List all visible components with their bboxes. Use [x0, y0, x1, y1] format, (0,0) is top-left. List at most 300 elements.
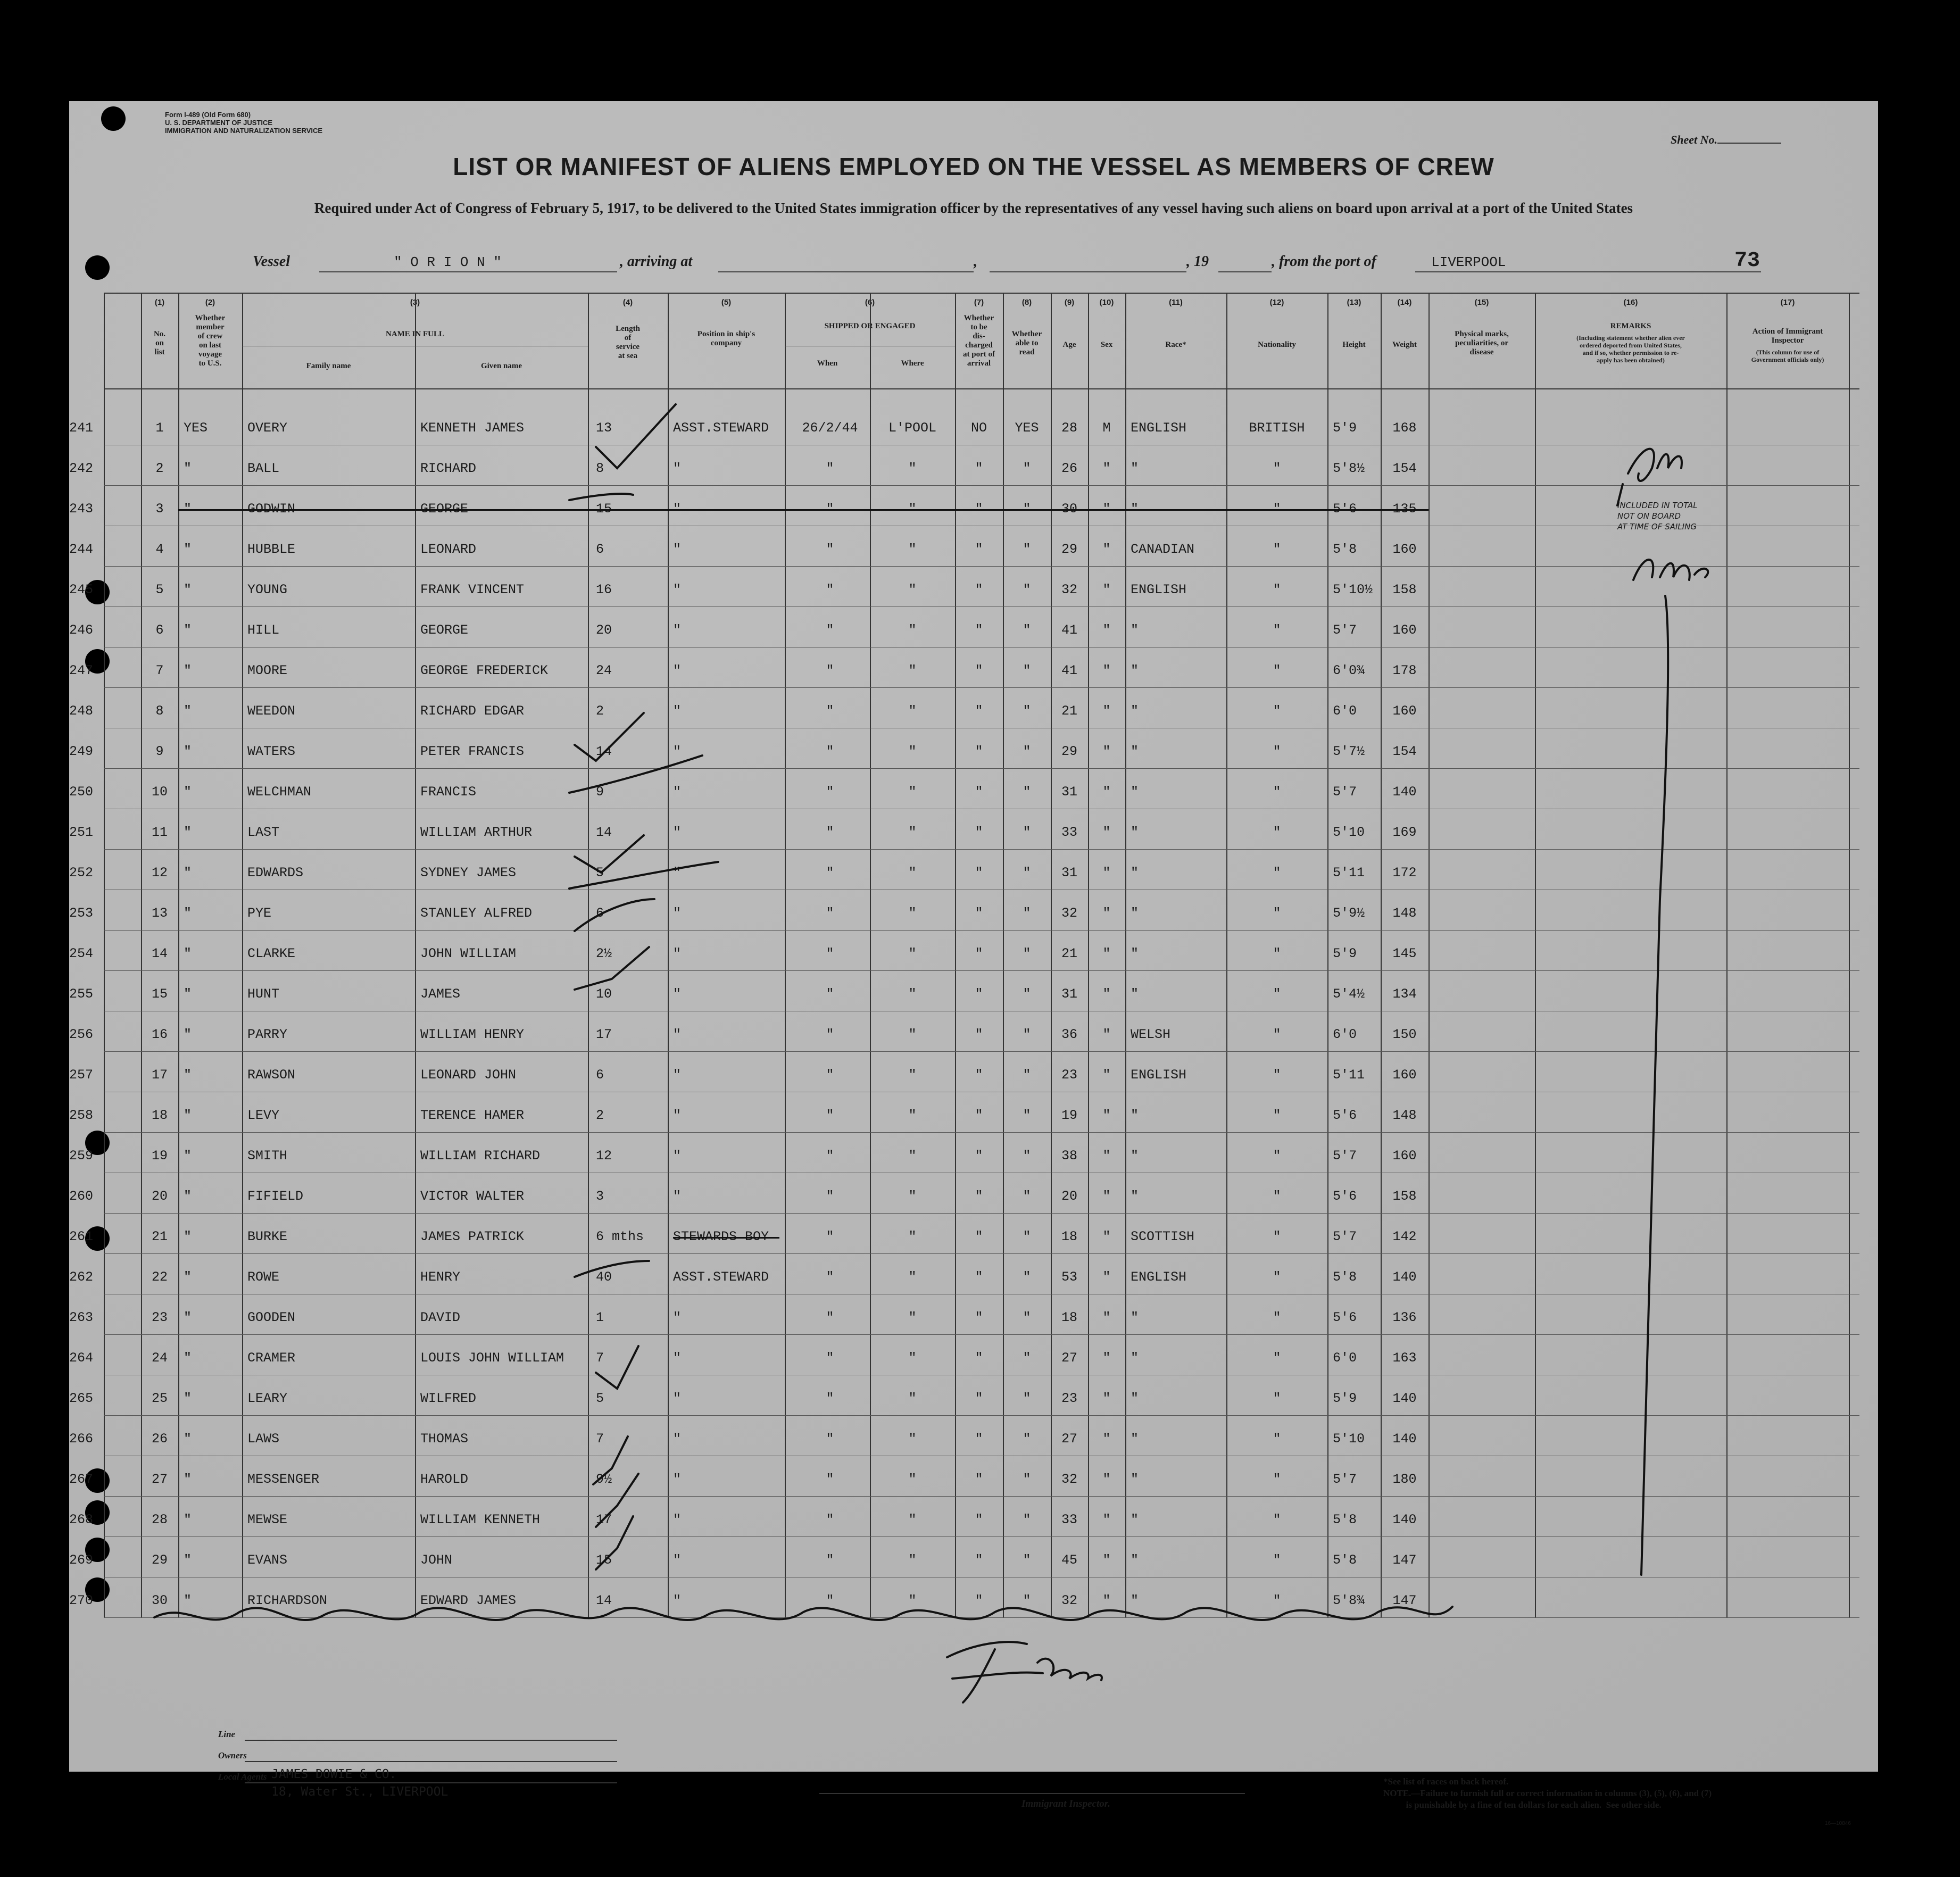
cell-discharged: "	[975, 1391, 983, 1406]
cell-family: MEWSE	[247, 1512, 288, 1527]
cell-line: 253	[69, 906, 94, 921]
cell-discharged: NO	[970, 420, 987, 436]
cell-given: SYDNEY JAMES	[420, 865, 517, 881]
form-identifier: Form I-489 (Old Form 680) U. S. DEPARTMENT OF JUSTICE IMMIGRATION AND NATURALIZATION SERVICE	[165, 111, 323, 135]
cell-position: ASST.STEWARD	[673, 1269, 769, 1285]
cell-weight: 140	[1392, 1269, 1417, 1285]
cell-no: 1	[155, 420, 164, 436]
cell-age: 32	[1061, 582, 1077, 597]
cell-line: 244	[69, 542, 94, 557]
cell-no: 28	[151, 1512, 168, 1527]
cell-position: "	[673, 703, 682, 719]
cell-height: 5'6	[1333, 1310, 1357, 1325]
cell-given: TERENCE HAMER	[420, 1108, 525, 1123]
cell-sex: "	[1102, 501, 1111, 517]
cell-age: 32	[1061, 906, 1077, 921]
cell-position: "	[673, 1593, 682, 1608]
cell-position: "	[673, 986, 682, 1002]
cell-weight: 172	[1392, 865, 1417, 881]
cell-position: ASST.STEWARD	[673, 420, 769, 436]
cell-where: "	[908, 1552, 917, 1568]
cell-discharged: "	[975, 461, 983, 476]
cell-crew: "	[184, 986, 192, 1002]
cell-discharged: "	[975, 1552, 983, 1568]
line-label: Line	[218, 1729, 236, 1739]
cell-sex: "	[1102, 744, 1111, 759]
cell-read: "	[1023, 1310, 1031, 1325]
cell-read: "	[1023, 1067, 1031, 1083]
remarks-note: INCLUDED IN TOTAL NOT ON BOARD AT TIME OF SAILING	[1617, 501, 1698, 531]
col-num-11: (11)	[1169, 298, 1183, 307]
cell-given: HENRY	[420, 1269, 461, 1285]
cell-discharged: "	[975, 784, 983, 800]
cell-weight: 178	[1392, 663, 1417, 678]
cell-service: 7	[596, 1431, 604, 1447]
cell-family: LEARY	[247, 1391, 288, 1406]
cell-nationality: "	[1273, 663, 1281, 678]
cell-height: 5'8½	[1333, 461, 1365, 476]
cell-weight: 150	[1392, 1027, 1417, 1042]
cell-nationality: "	[1273, 1593, 1281, 1608]
cell-when: 26/2/44	[802, 420, 858, 436]
cell-where: "	[908, 703, 917, 719]
cell-when: "	[826, 501, 834, 517]
cell-given: WILLIAM RICHARD	[420, 1148, 541, 1164]
cell-family: PYE	[247, 906, 272, 921]
cell-no: 24	[151, 1350, 168, 1366]
cell-height: 5'9	[1333, 946, 1357, 961]
cell-height: 5'9	[1333, 1391, 1357, 1406]
cell-where: L'POOL	[888, 420, 936, 436]
cell-age: 33	[1061, 1512, 1077, 1527]
cell-service: 17	[596, 1027, 612, 1042]
cell-given: GEORGE	[420, 501, 469, 517]
cell-race: "	[1131, 986, 1139, 1002]
cell-weight: 169	[1392, 825, 1417, 840]
cell-crew: "	[184, 663, 192, 678]
cell-discharged: "	[975, 1108, 983, 1123]
cell-crew: "	[184, 461, 192, 476]
cell-crew: "	[184, 1027, 192, 1042]
cell-family: GOODEN	[247, 1310, 296, 1325]
cell-position: "	[673, 1067, 682, 1083]
cell-where: "	[908, 1350, 917, 1366]
cell-given: DAVID	[420, 1310, 461, 1325]
cell-position: "	[673, 1148, 682, 1164]
cell-race: "	[1131, 906, 1139, 921]
cell-when: "	[826, 1391, 834, 1406]
cell-crew: "	[184, 1310, 192, 1325]
cell-no: 27	[151, 1472, 168, 1487]
cell-crew: "	[184, 1472, 192, 1487]
cell-given: WILLIAM KENNETH	[420, 1512, 541, 1527]
cell-family: HUNT	[247, 986, 280, 1002]
cell-height: 5'9½	[1333, 906, 1365, 921]
col-num-10: (10)	[1099, 298, 1114, 307]
cell-no: 21	[151, 1229, 168, 1244]
col-head-no: No. on list	[153, 330, 166, 356]
cell-read: "	[1023, 1189, 1031, 1204]
cell-no: 16	[151, 1027, 168, 1042]
cell-weight: 135	[1392, 501, 1417, 517]
cell-family: HUBBLE	[247, 542, 296, 557]
cell-service: 7	[596, 1350, 604, 1366]
cell-family: GODWIN	[247, 501, 296, 517]
cell-service: 9½	[596, 1472, 612, 1487]
cell-crew: YES	[184, 420, 208, 436]
cell-crew: "	[184, 1148, 192, 1164]
cell-height: 5'6	[1333, 1189, 1357, 1204]
col-head-age: Age	[1062, 340, 1076, 349]
cell-line: 264	[69, 1350, 94, 1366]
cell-discharged: "	[975, 542, 983, 557]
cell-crew: "	[184, 1431, 192, 1447]
cell-when: "	[826, 744, 834, 759]
cell-line: 270	[69, 1593, 94, 1608]
cell-when: "	[826, 1512, 834, 1527]
cell-position: "	[673, 1189, 682, 1204]
cell-race: ENGLISH	[1131, 582, 1187, 597]
line-underline	[245, 1740, 617, 1741]
cell-nationality: "	[1273, 1391, 1281, 1406]
cell-no: 12	[151, 865, 168, 881]
cell-line: 246	[69, 622, 94, 638]
cell-when: "	[826, 663, 834, 678]
cell-when: "	[826, 946, 834, 961]
cell-crew: "	[184, 1391, 192, 1406]
cell-crew: "	[184, 784, 192, 800]
agents-underline	[245, 1782, 617, 1783]
col-head-read: Whether able to read	[1011, 330, 1042, 356]
document-subtitle: Required under Act of Congress of February 5, 1917, to be delivered to the United States immigration officer by the representatives of any vessel having such aliens on board upon arrival at a port of the United States	[314, 200, 1633, 216]
cell-line: 254	[69, 946, 94, 961]
cell-race: "	[1131, 744, 1139, 759]
cell-family: BURKE	[247, 1229, 288, 1244]
col-num-15: (15)	[1474, 298, 1489, 307]
cell-line: 248	[69, 703, 94, 719]
cell-when: "	[826, 825, 834, 840]
cell-discharged: "	[975, 946, 983, 961]
cell-weight: 160	[1392, 622, 1417, 638]
cell-given: WILFRED	[420, 1391, 477, 1406]
cell-crew: "	[184, 1229, 192, 1244]
cell-age: 36	[1061, 1027, 1077, 1042]
cell-discharged: "	[975, 906, 983, 921]
cell-line: 249	[69, 744, 94, 759]
col-head-service: Length of service at sea	[616, 325, 640, 360]
cell-age: 29	[1061, 542, 1077, 557]
cell-service: 15	[596, 1552, 612, 1568]
cell-where: "	[908, 622, 917, 638]
cell-read: "	[1023, 946, 1031, 961]
cell-given: EDWARD JAMES	[420, 1593, 517, 1608]
cell-line: 250	[69, 784, 94, 800]
col-head-shipped: SHIPPED OR ENGAGED	[824, 322, 916, 330]
cell-service: 6 mths	[596, 1229, 644, 1244]
cell-read: "	[1023, 1391, 1031, 1406]
cell-family: WEEDON	[247, 703, 296, 719]
document-title: LIST OR MANIFEST OF ALIENS EMPLOYED ON THE VESSEL AS MEMBERS OF CREW	[453, 153, 1494, 180]
cell-read: "	[1023, 784, 1031, 800]
cell-sex: "	[1102, 1108, 1111, 1123]
cell-age: 19	[1061, 1108, 1077, 1123]
cell-sex: "	[1102, 1391, 1111, 1406]
cell-race: ENGLISH	[1131, 1067, 1187, 1083]
cell-height: 5'7	[1333, 622, 1357, 638]
manifest-sheet	[69, 101, 1878, 1826]
cell-service: 14	[596, 1593, 612, 1608]
cell-no: 5	[155, 582, 164, 597]
cell-no: 23	[151, 1310, 168, 1325]
cell-height: 5'4½	[1333, 986, 1365, 1002]
cell-race: CANADIAN	[1131, 542, 1195, 557]
cell-sex: "	[1102, 582, 1111, 597]
cell-weight: 154	[1392, 461, 1417, 476]
cell-discharged: "	[975, 663, 983, 678]
cell-where: "	[908, 1391, 917, 1406]
cell-given: HAROLD	[420, 1472, 469, 1487]
cell-age: 31	[1061, 986, 1077, 1002]
cell-weight: 160	[1392, 703, 1417, 719]
cell-nationality: "	[1273, 1108, 1281, 1123]
cell-discharged: "	[975, 1472, 983, 1487]
cell-nationality: "	[1273, 1431, 1281, 1447]
cell-given: PETER FRANCIS	[420, 744, 525, 759]
cell-nationality: "	[1273, 1310, 1281, 1325]
cell-when: "	[826, 1148, 834, 1164]
cell-age: 32	[1061, 1472, 1077, 1487]
local-agents-label: Local Agents	[218, 1772, 267, 1782]
cell-nationality: "	[1273, 906, 1281, 921]
cell-given: VICTOR WALTER	[420, 1189, 525, 1204]
col-num-8: (8)	[1021, 298, 1032, 307]
cell-no: 25	[151, 1391, 168, 1406]
cell-sex: "	[1102, 663, 1111, 678]
cell-read: "	[1023, 461, 1031, 476]
cell-race: "	[1131, 461, 1139, 476]
port-name: LIVERPOOL	[1431, 254, 1506, 270]
cell-line: 241	[69, 420, 94, 436]
col-num-2: (2)	[205, 298, 215, 307]
cell-weight: 140	[1392, 1391, 1417, 1406]
cell-crew: "	[184, 1512, 192, 1527]
cell-read: "	[1023, 1431, 1031, 1447]
cell-family: OVERY	[247, 420, 288, 436]
cell-race: SCOTTISH	[1131, 1229, 1195, 1244]
cell-height: 6'0	[1333, 1027, 1357, 1042]
cell-sex: "	[1102, 1593, 1111, 1608]
cell-race: "	[1131, 1108, 1139, 1123]
col-head-name: NAME IN FULL	[385, 330, 444, 338]
cell-nationality: "	[1273, 1189, 1281, 1204]
cell-given: GEORGE FREDERICK	[420, 663, 549, 678]
cell-age: 18	[1061, 1229, 1077, 1244]
cell-line: 268	[69, 1512, 94, 1527]
cell-family: ROWE	[247, 1269, 280, 1285]
cell-sex: "	[1102, 1148, 1111, 1164]
cell-when: "	[826, 986, 834, 1002]
cell-age: 53	[1061, 1269, 1077, 1285]
cell-height: 5'8	[1333, 1269, 1357, 1285]
cell-crew: "	[184, 582, 192, 597]
cell-no: 20	[151, 1189, 168, 1204]
cell-read: "	[1023, 703, 1031, 719]
cell-no: 6	[155, 622, 164, 638]
cell-read: "	[1023, 744, 1031, 759]
cell-service: 40	[596, 1269, 612, 1285]
cell-when: "	[826, 1189, 834, 1204]
cell-family: FIFIELD	[247, 1189, 304, 1204]
cell-family: WATERS	[247, 744, 296, 759]
cell-given: THOMAS	[420, 1431, 469, 1447]
col-head-weight: Weight	[1392, 340, 1417, 349]
cell-age: 32	[1061, 1593, 1077, 1608]
cell-where: "	[908, 542, 917, 557]
col-num-13: (13)	[1347, 298, 1361, 307]
cell-nationality: "	[1273, 622, 1281, 638]
cell-no: 13	[151, 906, 168, 921]
cell-height: 5'7	[1333, 784, 1357, 800]
cell-read: "	[1023, 1269, 1031, 1285]
cell-line: 251	[69, 825, 94, 840]
cell-line: 262	[69, 1269, 94, 1285]
cell-crew: "	[184, 825, 192, 840]
cell-height: 5'11	[1333, 1067, 1365, 1083]
cell-no: 29	[151, 1552, 168, 1568]
cell-race: "	[1131, 946, 1139, 961]
col-head-race: Race*	[1165, 340, 1186, 349]
cell-race: "	[1131, 622, 1139, 638]
cell-service: 2	[596, 703, 604, 719]
cell-race: "	[1131, 1552, 1139, 1568]
cell-position: "	[673, 1350, 682, 1366]
cell-sex: "	[1102, 1229, 1111, 1244]
cell-weight: 148	[1392, 1108, 1417, 1123]
cell-sex: "	[1102, 906, 1111, 921]
col-num-17: (17)	[1780, 298, 1795, 307]
cell-crew: "	[184, 744, 192, 759]
cell-position: "	[673, 825, 682, 840]
cell-sex: "	[1102, 946, 1111, 961]
cell-family: WELCHMAN	[247, 784, 312, 800]
cell-age: 27	[1061, 1350, 1077, 1366]
cell-age: 23	[1061, 1391, 1077, 1406]
cell-position: "	[673, 784, 682, 800]
cell-when: "	[826, 865, 834, 881]
cell-line: 258	[69, 1108, 94, 1123]
col-head-crew: Whether member of crew on last voyage to U.S.	[195, 314, 226, 368]
col-num-7: (7)	[974, 298, 984, 307]
cell-when: "	[826, 461, 834, 476]
cell-service: 6	[596, 906, 604, 921]
cell-nationality: "	[1273, 582, 1281, 597]
cell-weight: 142	[1392, 1229, 1417, 1244]
cell-read: "	[1023, 1512, 1031, 1527]
cell-service: 12	[596, 1148, 612, 1164]
cell-race: "	[1131, 1310, 1139, 1325]
cell-no: 30	[151, 1593, 168, 1608]
cell-read: YES	[1015, 420, 1039, 436]
col-head-height: Height	[1342, 340, 1366, 349]
cell-age: 30	[1061, 501, 1077, 517]
cell-race: "	[1131, 825, 1139, 840]
cell-when: "	[826, 1229, 834, 1244]
cell-read: "	[1023, 1472, 1031, 1487]
cell-no: 15	[151, 986, 168, 1002]
cell-weight: 163	[1392, 1350, 1417, 1366]
cell-service: 24	[596, 663, 612, 678]
cell-read: "	[1023, 1552, 1031, 1568]
cell-sex: "	[1102, 986, 1111, 1002]
col-num-4: (4)	[622, 298, 633, 307]
cell-nationality: "	[1273, 744, 1281, 759]
cell-crew: "	[184, 542, 192, 557]
cell-where: "	[908, 1472, 917, 1487]
col-head-nationality: Nationality	[1258, 340, 1296, 349]
col-head-position: Position in ship's company	[697, 330, 755, 347]
cell-service: 2½	[596, 946, 612, 961]
cell-discharged: "	[975, 986, 983, 1002]
cell-race: "	[1131, 1189, 1139, 1204]
cell-sex: "	[1102, 825, 1111, 840]
cell-no: 17	[151, 1067, 168, 1083]
cell-race: ENGLISH	[1131, 1269, 1187, 1285]
cell-family: LEVY	[247, 1108, 280, 1123]
cell-position: "	[673, 744, 682, 759]
cell-line: 259	[69, 1148, 94, 1164]
cell-age: 27	[1061, 1431, 1077, 1447]
cell-read: "	[1023, 501, 1031, 517]
cell-race: "	[1131, 1593, 1139, 1608]
cell-position: STEWARDS BOY	[673, 1229, 769, 1244]
cell-discharged: "	[975, 1593, 983, 1608]
cell-nationality: "	[1273, 1229, 1281, 1244]
cell-discharged: "	[975, 1310, 983, 1325]
cell-family: CLARKE	[247, 946, 296, 961]
col-head-action-sub: (This column for use of Government officials only)	[1751, 348, 1824, 363]
cell-family: PARRY	[247, 1027, 288, 1042]
cell-where: "	[908, 744, 917, 759]
cell-race: "	[1131, 1148, 1139, 1164]
cell-age: 21	[1061, 946, 1077, 961]
cell-nationality: "	[1273, 1512, 1281, 1527]
cell-service: 2	[596, 1108, 604, 1123]
cell-position: "	[673, 906, 682, 921]
cell-when: "	[826, 1350, 834, 1366]
cell-age: 20	[1061, 1189, 1077, 1204]
col-head-sex: Sex	[1100, 340, 1113, 349]
cell-given: FRANK VINCENT	[420, 582, 525, 597]
cell-position: "	[673, 1027, 682, 1042]
col-head-remarks: REMARKS	[1610, 322, 1651, 330]
cell-when: "	[826, 1593, 834, 1608]
cell-no: 3	[155, 501, 164, 517]
cell-sex: "	[1102, 622, 1111, 638]
cell-position: "	[673, 501, 682, 517]
cell-discharged: "	[975, 1269, 983, 1285]
cell-weight: 148	[1392, 906, 1417, 921]
cell-where: "	[908, 906, 917, 921]
col-num-6: (6)	[865, 298, 875, 307]
cell-position: "	[673, 1310, 682, 1325]
agent-stamp-name: JAMES DOWIE & CO.	[271, 1767, 397, 1781]
cell-crew: "	[184, 906, 192, 921]
cell-height: 5'7	[1333, 1229, 1357, 1244]
cell-sex: "	[1102, 1067, 1111, 1083]
cell-line: 267	[69, 1472, 94, 1487]
cell-when: "	[826, 582, 834, 597]
cell-nationality: "	[1273, 1472, 1281, 1487]
